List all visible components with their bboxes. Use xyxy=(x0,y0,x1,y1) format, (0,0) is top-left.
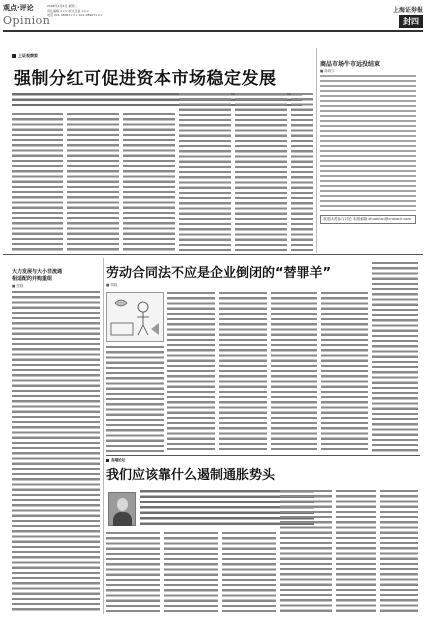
editorial-cartoon xyxy=(106,292,164,342)
section-label: 观点·评论 xyxy=(3,4,34,12)
lead-column-2 xyxy=(67,113,119,253)
masthead-info xyxy=(47,4,103,18)
paper-name: 上海证券报 xyxy=(392,7,423,14)
author-face xyxy=(117,498,128,511)
lead-headline: 强制分红可促进资本市场稳定发展 xyxy=(14,69,277,89)
column-divider xyxy=(316,48,317,253)
middle-column-4 xyxy=(321,292,368,452)
bottom-column-6 xyxy=(380,490,418,614)
left-column-title-1: 大力发展与大小非流通 xyxy=(12,269,63,275)
middle-column-2 xyxy=(219,292,267,452)
middle-column-3 xyxy=(271,292,317,452)
masthead xyxy=(3,3,423,43)
left-column-title-2: 相适配的并购重组 xyxy=(12,276,53,282)
middle-byline: ■ 胡晓 xyxy=(106,283,118,287)
lead-column-3 xyxy=(123,113,175,253)
bottom-column-1 xyxy=(106,532,160,614)
sidebar-top-body xyxy=(320,75,416,211)
lead-kicker xyxy=(12,53,38,59)
section-en-label: Opinion xyxy=(3,14,51,27)
lead-column-5 xyxy=(235,93,287,253)
lead-column-1 xyxy=(12,113,63,253)
reader-notice-box: 欢迎读者参与讨论 本版邮箱 zhuanlan@cnstock.com xyxy=(320,215,416,224)
bottom-kicker-text: 高端论坛 xyxy=(111,458,126,462)
bottom-column-5 xyxy=(336,490,376,614)
middle-column-1 xyxy=(167,292,215,452)
lead-kicker-text: 上证观察家 xyxy=(18,53,38,58)
bottom-headline: 我们应该靠什么遏制通胀势头 xyxy=(106,468,276,483)
left-column-byline: ■ 张晓 xyxy=(12,284,24,288)
bottom-column-4 xyxy=(280,490,332,614)
section-rule-2 xyxy=(106,455,420,456)
sidebar-top-byline: ■ 陈晓宇 xyxy=(320,69,335,73)
info-line-1: 责任编辑 ××× 版式总监 ××× xyxy=(47,8,89,13)
cartoon-drawing-icon xyxy=(107,293,163,341)
left-column-body xyxy=(12,291,100,611)
author-body xyxy=(113,512,132,526)
middle-column-0 xyxy=(106,346,164,452)
lead-column-4 xyxy=(179,93,231,253)
masthead-rule xyxy=(3,30,423,32)
middle-headline: 劳动合同法不应是企业倒闭的“替罪羊” xyxy=(106,266,332,281)
lead-column-6 xyxy=(291,93,313,253)
middle-column-5 xyxy=(372,262,418,452)
bottom-column-3 xyxy=(222,532,276,614)
date-line: 2008年4月8日 星期二 xyxy=(47,4,78,8)
author-photo xyxy=(108,492,136,526)
bottom-kicker xyxy=(106,458,125,463)
page-label: 封四 xyxy=(399,15,423,28)
bottom-column-2 xyxy=(164,532,218,614)
info-line-2: 电话 021-38967××× 021-38967××× xyxy=(47,13,103,17)
kicker-square-icon xyxy=(106,459,109,462)
left-column-divider xyxy=(103,258,104,614)
section-rule-1 xyxy=(3,254,423,255)
sidebar-top-title: 商品市场牛市远没结束 xyxy=(320,61,381,68)
kicker-square-icon xyxy=(12,54,16,58)
